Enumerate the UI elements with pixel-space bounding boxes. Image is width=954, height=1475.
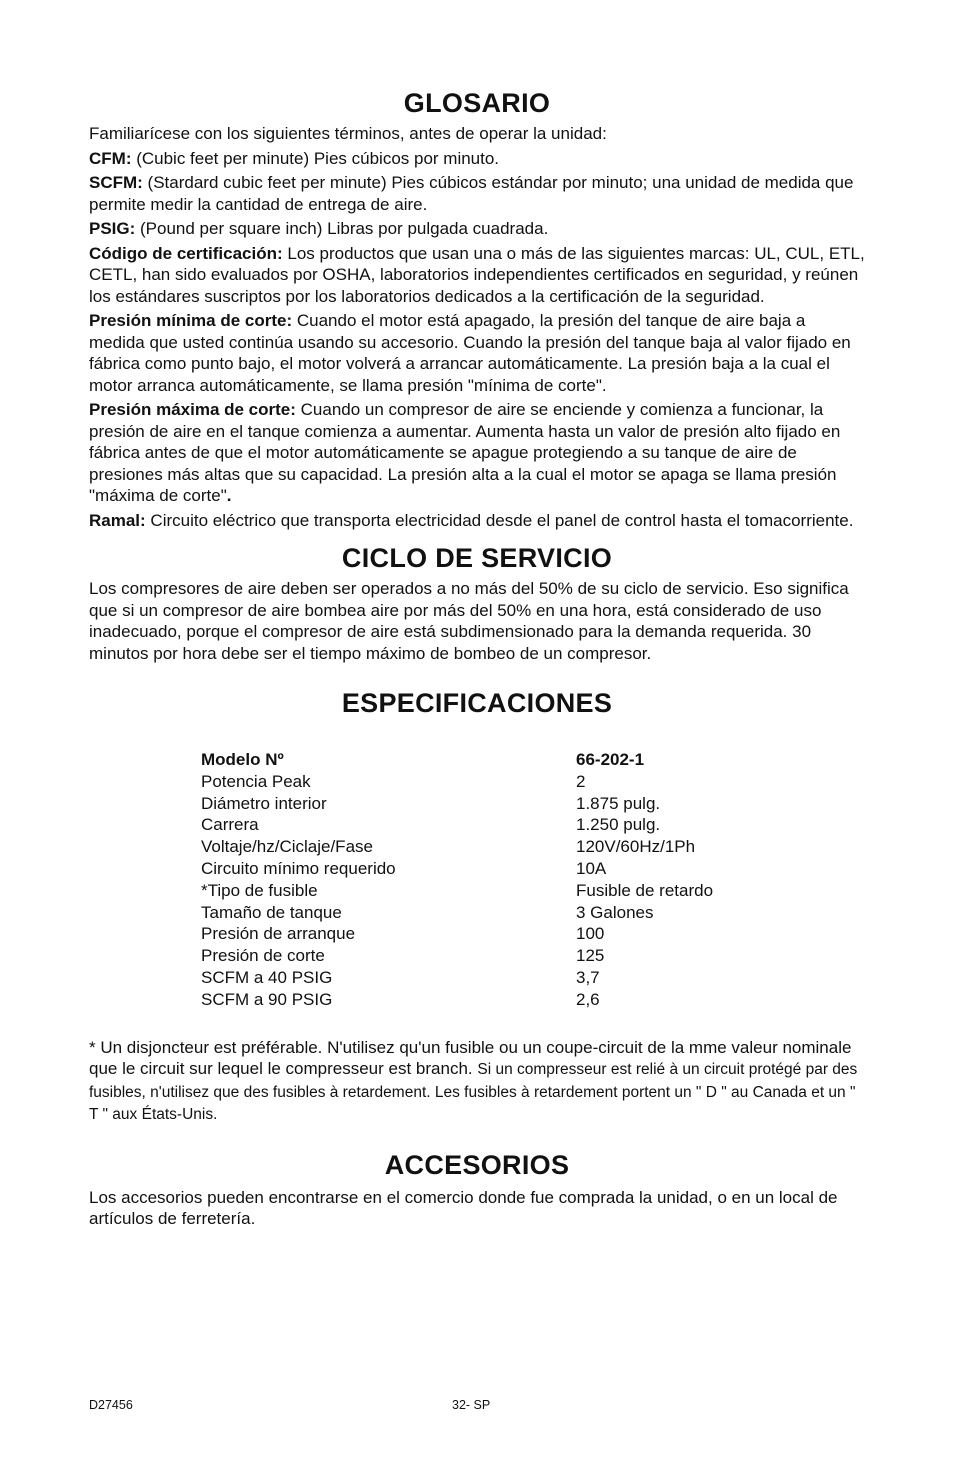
glossary-term: PSIG: bbox=[89, 219, 136, 238]
spec-row bbox=[201, 858, 713, 880]
manual-page bbox=[89, 88, 865, 1230]
glossary-entry-ramal bbox=[89, 510, 865, 532]
accesorios-heading: ACCESORIOS bbox=[384, 1149, 570, 1180]
spec-label: Presión de corte bbox=[201, 946, 325, 966]
glossary-definition: Cuando el motor está apagado, la presión del tanque de aire baja a medida que usted continúa usando su accesorio. Cuando la presión del tanque baja al valor fijado en fábrica como punto bajo, el motor volverá a arrancar automáticamente. La presión baja a la cual el motor arranca automáticamente, se llama presión "mínima de corte". bbox=[89, 311, 851, 395]
spec-header-value: 66-202-1 bbox=[576, 750, 645, 769]
glossary-term: Ramal: bbox=[89, 510, 146, 530]
spec-row bbox=[201, 814, 713, 836]
glossary-definition-tail: . bbox=[226, 486, 232, 505]
glosario-heading: GLOSARIO bbox=[403, 88, 551, 118]
glossary-definition: Circuito eléctrico que transporta electricidad desde el panel de control hasta el tomacorriente. bbox=[145, 510, 854, 530]
spec-value: 10A bbox=[576, 858, 607, 878]
specifications-table bbox=[201, 749, 713, 1011]
glossary-term: Código de certificación: bbox=[89, 243, 283, 263]
glossary-entry-min-pressure bbox=[89, 310, 865, 396]
document-code: D27456 bbox=[89, 1398, 133, 1412]
spec-value: 100 bbox=[576, 924, 605, 944]
ciclo-heading: CICLO DE SERVICIO bbox=[341, 543, 613, 573]
spec-value: 3,7 bbox=[576, 967, 600, 987]
glossary-definition: Los productos que usan una o más de las siguientes marcas: UL, CUL, ETL, CETL, han sido evaluados por OSHA, laboratorios independientes certificados en seguridad, y reúnen los estándares suscriptos por los laboratorios dedicados a la certificación de la seguridad. bbox=[89, 243, 865, 306]
ciclo-body: Los compresores de aire deben ser operados a no más del 50% de su ciclo de servicio. Eso significa que si un compresor de aire bombea aire por más del 50% en una hora, está considerado de uso inadecuado, porque el compresor de aire está subdimensionado para la demanda requerida. 30 minutos por hora debe ser el tiempo máximo de bombeo de un compresor. bbox=[89, 579, 849, 663]
spec-row bbox=[201, 945, 713, 967]
spec-label: Carrera bbox=[201, 815, 259, 835]
spec-label: Circuito mínimo requerido bbox=[201, 858, 396, 878]
spec-row bbox=[201, 923, 713, 945]
especificaciones-heading: ESPECIFICACIONES bbox=[341, 688, 613, 718]
spec-label: SCFM a 90 PSIG bbox=[201, 989, 333, 1009]
spec-label: *Tipo de fusible bbox=[201, 880, 318, 900]
glossary-term: Presión máxima de corte: bbox=[89, 400, 296, 419]
spec-value: 1.250 pulg. bbox=[576, 815, 661, 835]
spec-row bbox=[201, 880, 713, 902]
spec-row bbox=[201, 967, 713, 989]
spec-row bbox=[201, 836, 713, 858]
spec-value: 3 Galones bbox=[576, 902, 654, 922]
glossary-entry-scfm bbox=[89, 172, 865, 215]
spec-value: Fusible de retardo bbox=[576, 880, 714, 900]
glossary-entry-psig bbox=[89, 218, 865, 240]
spec-row bbox=[201, 793, 713, 815]
spec-value: 1.875 pulg. bbox=[576, 793, 661, 813]
accesorios-body: Los accesorios pueden encontrarse en el comercio donde fue comprada la unidad, o en un local de artículos de ferretería. bbox=[89, 1187, 838, 1229]
spec-value: 120V/60Hz/1Ph bbox=[576, 837, 696, 857]
spec-value: 2 bbox=[576, 771, 586, 791]
spec-value: 2,6 bbox=[576, 989, 600, 1009]
spec-header-row bbox=[201, 749, 713, 771]
fuse-note-main: * Un disjoncteur est préférable. N'utilisez qu'un fusible ou un coupe-circuit de la mme valeur nominale que le circuit sur lequel le compresseur est branch. bbox=[89, 1037, 852, 1079]
spec-label: Potencia Peak bbox=[201, 771, 311, 791]
spec-header-label: Modelo Nº bbox=[201, 750, 284, 769]
spec-label: Voltaje/hz/Ciclaje/Fase bbox=[201, 837, 373, 857]
glossary-entry-cfm bbox=[89, 148, 865, 170]
spec-value: 125 bbox=[576, 946, 605, 966]
glossary-definition: (Cubic feet per minute) Pies cúbicos por minuto. bbox=[131, 148, 500, 168]
glossary-definition: (Stardard cubic feet per minute) Pies cúbicos estándar por minuto; una unidad de medida que permite medir la cantidad de entrega de aire. bbox=[89, 173, 854, 214]
glossary-definition: Cuando un compresor de aire se enciende y comienza a funcionar, la presión de aire en el tanque comienza a aumentar. Aumenta hasta un valor de presión alto fijado en fábrica antes de que el motor automáticamente se apague protegiendo a su tanque de aire de presiones más altas que su capacidad. La presión alta a la cual el motor se apaga se llama presión "máxima de corte" bbox=[89, 400, 841, 505]
glossary-entry-max-pressure bbox=[89, 399, 865, 507]
spec-label: SCFM a 40 PSIG bbox=[201, 967, 333, 987]
glossary-term: SCFM: bbox=[89, 173, 143, 192]
glossary-term: CFM: bbox=[89, 148, 132, 168]
spec-label: Tamaño de tanque bbox=[201, 902, 342, 922]
spec-row bbox=[201, 989, 713, 1011]
glosario-intro: Familiarícese con los siguientes términos, antes de operar la unidad: bbox=[89, 124, 607, 143]
fuse-note-small: Si un compresseur est relié à un circuit protégé par des fusibles, n'utilisez que des fusibles à retardement. Les fusibles à retardement portent un " D " au Canada et un " T " aux États-Unis. bbox=[89, 1061, 858, 1124]
glossary-definition: (Pound per square inch) Libras por pulgada cuadrada. bbox=[135, 219, 549, 238]
page-number: 32- SP bbox=[452, 1398, 491, 1412]
spec-label: Presión de arranque bbox=[201, 924, 356, 944]
glossary-entry-certification bbox=[89, 243, 865, 308]
spec-row bbox=[201, 902, 713, 924]
fuse-note bbox=[89, 1037, 865, 1126]
spec-label: Diámetro interior bbox=[201, 793, 327, 813]
spec-row bbox=[201, 771, 713, 793]
glossary-term: Presión mínima de corte: bbox=[89, 311, 293, 330]
